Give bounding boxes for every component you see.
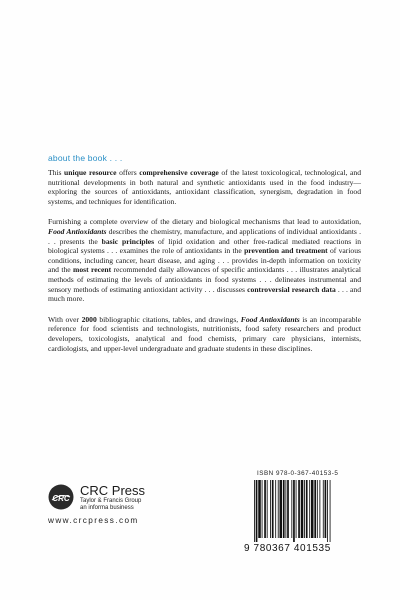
text-run: offers [116, 168, 140, 177]
text-run: describes the chemistry, manufacture, and applications of individual antioxidants . . . presents the [48, 226, 361, 246]
barcode-bar [319, 480, 320, 538]
barcode-bar [293, 480, 295, 542]
text-run: of various conditions, including cancer, heart disease, and aging . . . provides in-depth information on toxicity and the [48, 246, 361, 275]
barcode [244, 478, 364, 546]
paragraph-3 [48, 315, 361, 353]
bold-run: unique resource [64, 168, 117, 177]
barcode-bar [314, 480, 316, 538]
bold-run: most recent [73, 265, 112, 275]
barcode-bar [278, 480, 279, 538]
paragraph-2 [48, 217, 361, 303]
bold-run: controversial research data [247, 284, 336, 294]
text-run: bibliographic citations, tables, and drawings, [96, 314, 241, 324]
barcode-bar [256, 480, 258, 542]
paragraph-1 [48, 168, 361, 206]
text-run: This [48, 168, 65, 177]
publisher-name: CRC Press [80, 483, 146, 498]
publisher-tagline: an informa business [80, 505, 134, 512]
barcode-bar [275, 480, 276, 538]
barcode-digits: 9 780367 401535 [244, 543, 331, 554]
text-run: Furnishing a complete overview of the dietary and biological mechanisms that lead to autoxidation, [48, 217, 361, 227]
publisher-group: Taylor & Francis Group [80, 498, 142, 504]
text-run: of the latest toxicological, technological, and nutritional developments in both natural and synthetic antioxidants used in the food industry—exploring the sources of antioxidants, antioxidant classification, synergism, degradation in food systems, and techniques for identification. [48, 168, 362, 206]
barcode-bar [330, 480, 331, 542]
barcode-bar [264, 480, 266, 538]
barcode-bar [285, 480, 286, 538]
text-run: recommended daily allowances of specific antioxidants . . . illustrates analytical methods of estimating the levels of antioxidants in food systems . . . delineates instrumental and sensory methods of estimating antioxidant activity . . . discusses [48, 265, 362, 294]
bold-run: comprehensive coverage [139, 168, 219, 177]
isbn-text: ISBN 978-0-367-40153-5 [257, 470, 339, 477]
publisher-url: www.crcpress.com [48, 516, 139, 525]
barcode-bar [280, 480, 283, 538]
barcode-bar [311, 480, 314, 538]
description [48, 168, 361, 364]
barcode-bar [262, 480, 263, 538]
barcode-bar [254, 480, 255, 542]
barcode-bar [291, 480, 292, 538]
barcode-bar [283, 480, 285, 538]
text-run: . . . and much more. [48, 284, 361, 304]
barcode-bar [327, 480, 328, 542]
bold-run: 2000 [81, 314, 97, 324]
barcode-bars [254, 480, 331, 542]
barcode-bar [306, 480, 308, 538]
about-heading: about the book . . . [48, 153, 123, 163]
barcode-bar [258, 480, 261, 538]
text-run: With over [48, 314, 82, 324]
crc-logo [48, 484, 74, 510]
bold-run: basic principles [101, 236, 155, 246]
barcode-bar [298, 480, 300, 538]
publisher-block [80, 484, 145, 513]
barcode-bar [309, 480, 310, 538]
book-title: Food Antioxidants [48, 226, 107, 236]
barcode-bar [287, 480, 289, 538]
barcode-bar [272, 480, 274, 538]
barcode-bar [301, 480, 304, 538]
bold-run: prevention and treatment [244, 246, 328, 256]
barcode-bar [304, 480, 305, 538]
book-title: Food Antioxidants [240, 314, 300, 324]
barcode-bar [325, 480, 327, 538]
logo-text: CRC [52, 494, 70, 503]
barcode-bar [317, 480, 318, 538]
barcode-bar [296, 480, 297, 538]
text-run: is an incomparable reference for food scientists and technologists, nutritionists, food safety researchers and product developers, toxicologists, analytical and food chemists, primary care physicians, internists, cardiologists, and upper-level undergraduate and graduate students in these disciplines. [48, 314, 362, 353]
barcode-bar [323, 480, 324, 538]
barcode-bar [270, 480, 271, 538]
text-run: of lipid oxidation and other free-radical mediated reactions in biological systems . . . examines the role of antioxidants in the [48, 236, 362, 256]
barcode-bar [267, 480, 268, 538]
